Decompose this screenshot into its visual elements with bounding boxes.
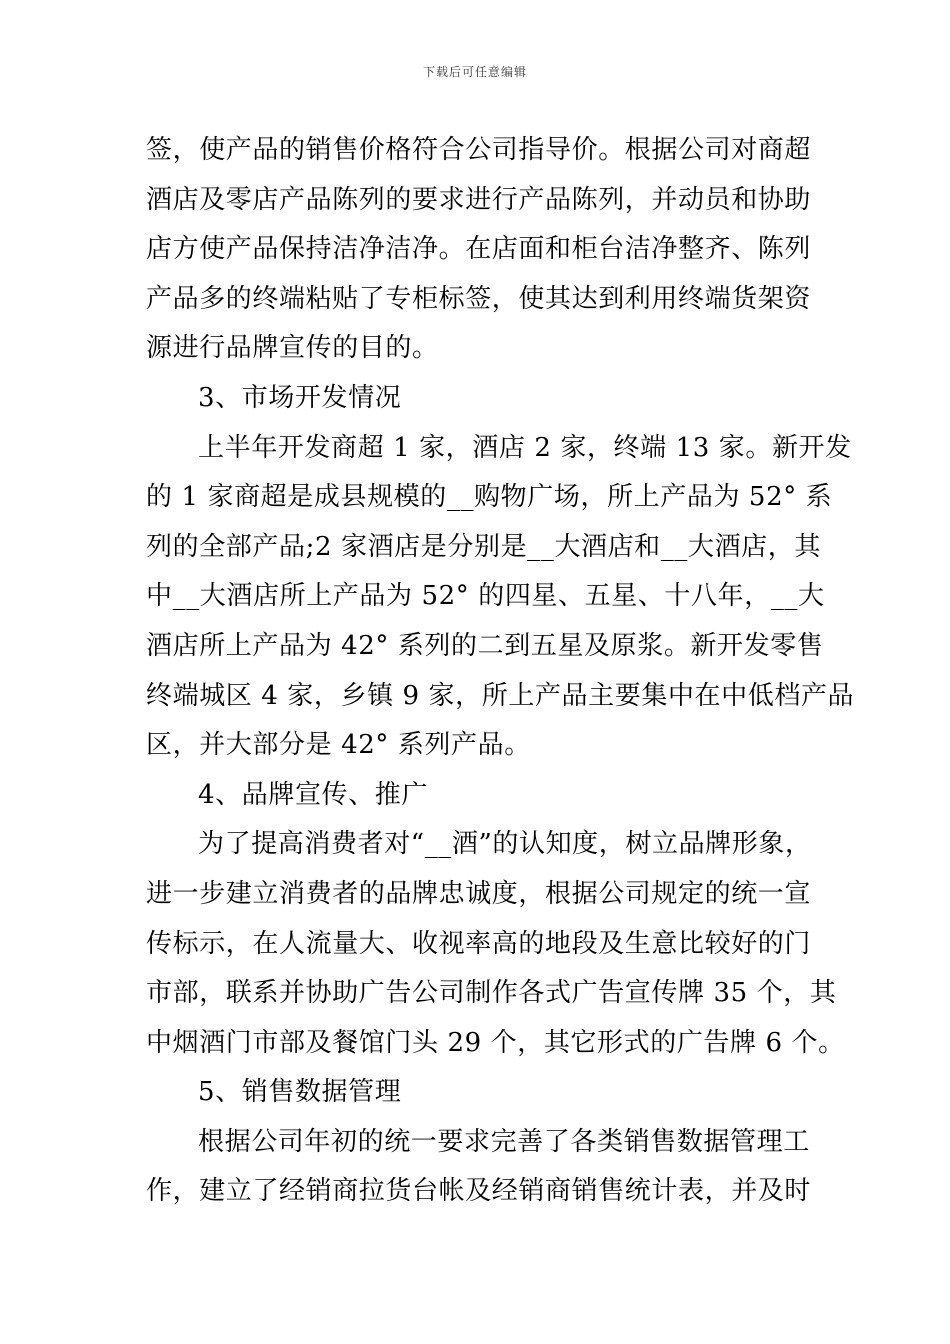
text-line: 酒店所上产品为 42° 系列的二到五星及原浆。新开发零售 [146, 630, 824, 661]
text-line: 酒店及零店产品陈列的要求进行产品陈列，并动员和协助 [146, 184, 812, 215]
text-line: 区，并大部分是 42° 系列产品。 [146, 730, 531, 761]
text-line: 签，使产品的销售价格符合公司指导价。根据公司对商超 [146, 135, 812, 165]
document-body [146, 126, 855, 1217]
text-line: 中__大酒店所上产品为 52° 的四星、五星、十八年，__大 [146, 581, 825, 612]
page-header: 下载后可任意编辑 [422, 65, 527, 79]
text-line: 5、销售数据管理 [198, 1077, 402, 1108]
text-line: 源进行品牌宣传的目的。 [146, 333, 439, 364]
text-line: 根据公司年初的统一要求完善了各类销售数据管理工 [198, 1126, 810, 1157]
text-line: 上半年开发商超 1 家，酒店 2 家，终端 13 家。新开发 [198, 432, 852, 463]
text-line: 产品多的终端粘贴了专柜标签，使其达到利用终端货架资 [146, 283, 812, 314]
text-line: 市部，联系并协助广告公司制作各式广告宣传牌 35 个，其 [146, 978, 837, 1009]
text-line: 进一步建立消费者的品牌忠诚度，根据公司规定的统一宣 [146, 878, 812, 909]
text-line: 店方使产品保持洁净洁净。在店面和柜台洁净整齐、陈列 [146, 234, 812, 265]
text-line: 作，建立了经销商拉货台帐及经销商销售统计表，并及时 [146, 1176, 812, 1207]
text-line: 为了提高消费者对“__酒”的认知度，树立品牌形象， [198, 829, 812, 860]
text-line: 4、品牌宣传、推广 [198, 779, 428, 810]
text-line: 的 1 家商超是成县规模的__购物广场，所上产品为 52° 系 [146, 482, 833, 513]
text-line: 传标示，在人流量大、收视率高的地段及生意比较好的门 [146, 928, 812, 959]
text-line: 中烟酒门市部及餐馆门头 29 个，其它形式的广告牌 6 个。 [146, 1027, 845, 1058]
text-line: 3、市场开发情况 [198, 382, 402, 413]
text-line: 终端城区 4 家，乡镇 9 家，所上产品主要集中在中低档产品 [146, 680, 855, 711]
text-line: 列的全部产品;2 家酒店是分别是__大酒店和__大酒店，其 [146, 531, 821, 562]
